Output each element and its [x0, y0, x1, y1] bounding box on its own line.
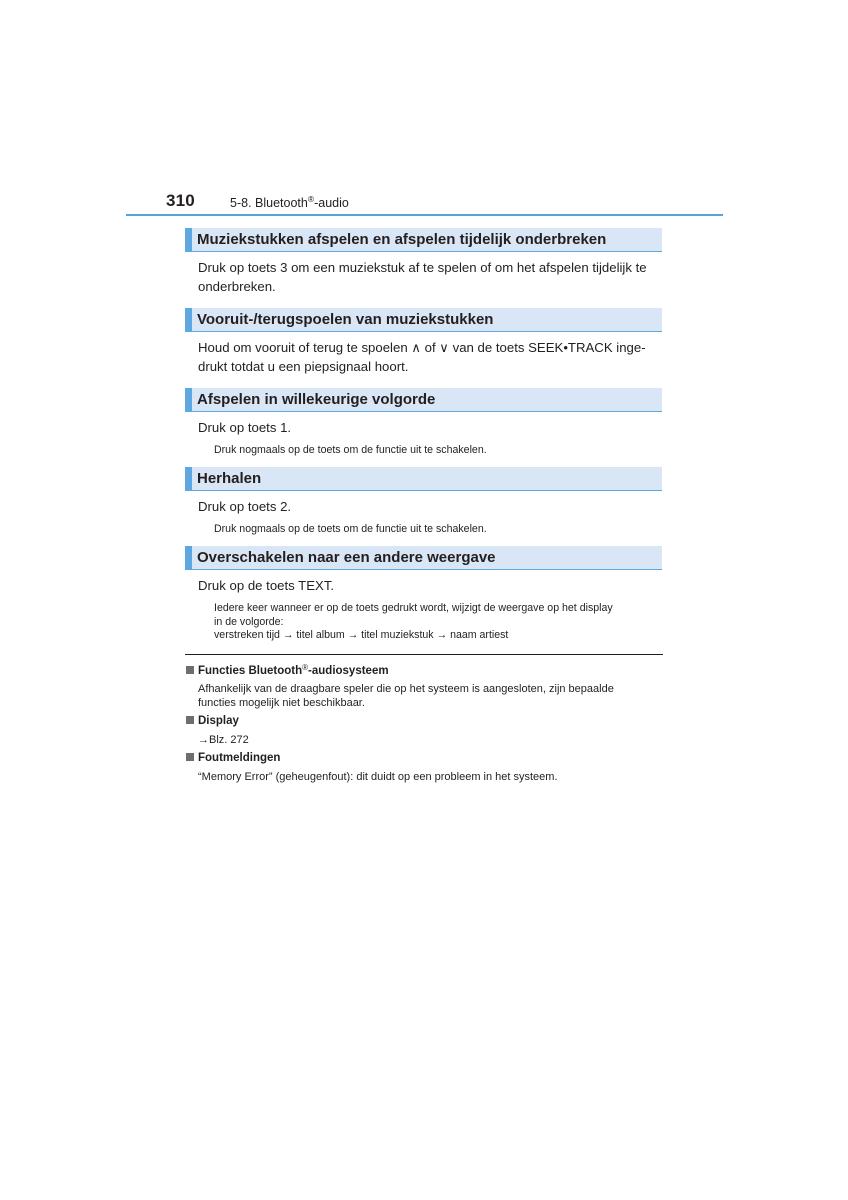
- section-note-random: Druk nogmaals op de toets om de functie uit te schakelen.: [214, 444, 487, 456]
- section-heading-random: [185, 388, 662, 412]
- section-heading-text: Overschakelen naar een andere weergave: [197, 549, 496, 566]
- registered-mark: ®: [307, 194, 315, 204]
- square-bullet-icon: [186, 753, 194, 761]
- registered-mark: ®: [302, 663, 309, 672]
- section-heading-repeat: [185, 467, 662, 491]
- body-line: Druk op toets 3 om een muziekstuk af te spelen of om het afspelen tijdelijk te: [198, 260, 647, 275]
- info-title-text: Display: [198, 715, 239, 727]
- note-line: verstreken tijd → titel album → titel muziekstuk → naam artiest: [214, 629, 509, 641]
- square-bullet-icon: [186, 716, 194, 724]
- divider: [185, 654, 663, 655]
- info-body-display: →Blz. 272: [198, 734, 249, 746]
- section-heading-display-mode: [185, 546, 662, 570]
- square-bullet-icon: [186, 666, 194, 674]
- page-header: [0, 0, 848, 220]
- section-heading-seek: [185, 308, 662, 332]
- chapter-suffix: -audio: [314, 196, 349, 210]
- section-heading-text: Herhalen: [197, 470, 262, 487]
- section-heading-text: Vooruit-/terugspoelen van muziekstukken: [197, 311, 494, 328]
- info-title-text: Functies Bluetooth: [198, 665, 303, 677]
- note-line: in de volgorde:: [214, 615, 284, 628]
- section-heading-play-pause: [185, 228, 662, 252]
- info-title-bluetooth-functions: [186, 663, 389, 677]
- info-title-suffix: -audiosysteem: [308, 665, 389, 677]
- section-heading-text: Muziekstukken afspelen en afspelen tijdelijk onderbreken: [197, 231, 607, 248]
- info-line: functies mogelijk niet beschikbaar.: [198, 696, 365, 709]
- section-body-repeat: Druk op toets 2.: [198, 499, 292, 514]
- section-note-display-mode: [214, 602, 660, 643]
- header-rule: [126, 214, 723, 216]
- section-heading-text: Afspelen in willekeurige volgorde: [197, 391, 436, 408]
- section-body-seek: [198, 338, 660, 376]
- body-line: onderbreken.: [198, 279, 276, 294]
- section-body-random: Druk op toets 1.: [198, 420, 292, 435]
- info-body-error-messages: “Memory Error” (geheugenfout): dit duidt op een probleem in het systeem.: [198, 771, 558, 783]
- chapter-title: [230, 194, 349, 210]
- info-title-error-messages: [186, 752, 280, 764]
- note-line: Iedere keer wanneer er op de toets gedrukt wordt, wijzigt de weergave op het display: [214, 602, 613, 614]
- info-line: Afhankelijk van de draagbare speler die op het systeem is aangesloten, zijn bepaalde: [198, 683, 614, 695]
- info-title-text: Foutmeldingen: [198, 752, 281, 764]
- body-line: Houd om vooruit of terug te spoelen ∧ of ∨ van de toets SEEK•TRACK inge-: [198, 340, 646, 355]
- info-body-bluetooth-functions: [198, 683, 658, 710]
- body-line: drukt totdat u een piepsignaal hoort.: [198, 359, 409, 374]
- section-note-repeat: Druk nogmaals op de toets om de functie uit te schakelen.: [214, 523, 487, 535]
- section-body-play-pause: [198, 258, 660, 296]
- page-number: 310: [166, 191, 195, 210]
- info-title-display: [186, 715, 239, 727]
- section-body-display-mode: Druk op de toets TEXT.: [198, 578, 335, 593]
- chapter-name: 5-8. Bluetooth: [230, 196, 308, 210]
